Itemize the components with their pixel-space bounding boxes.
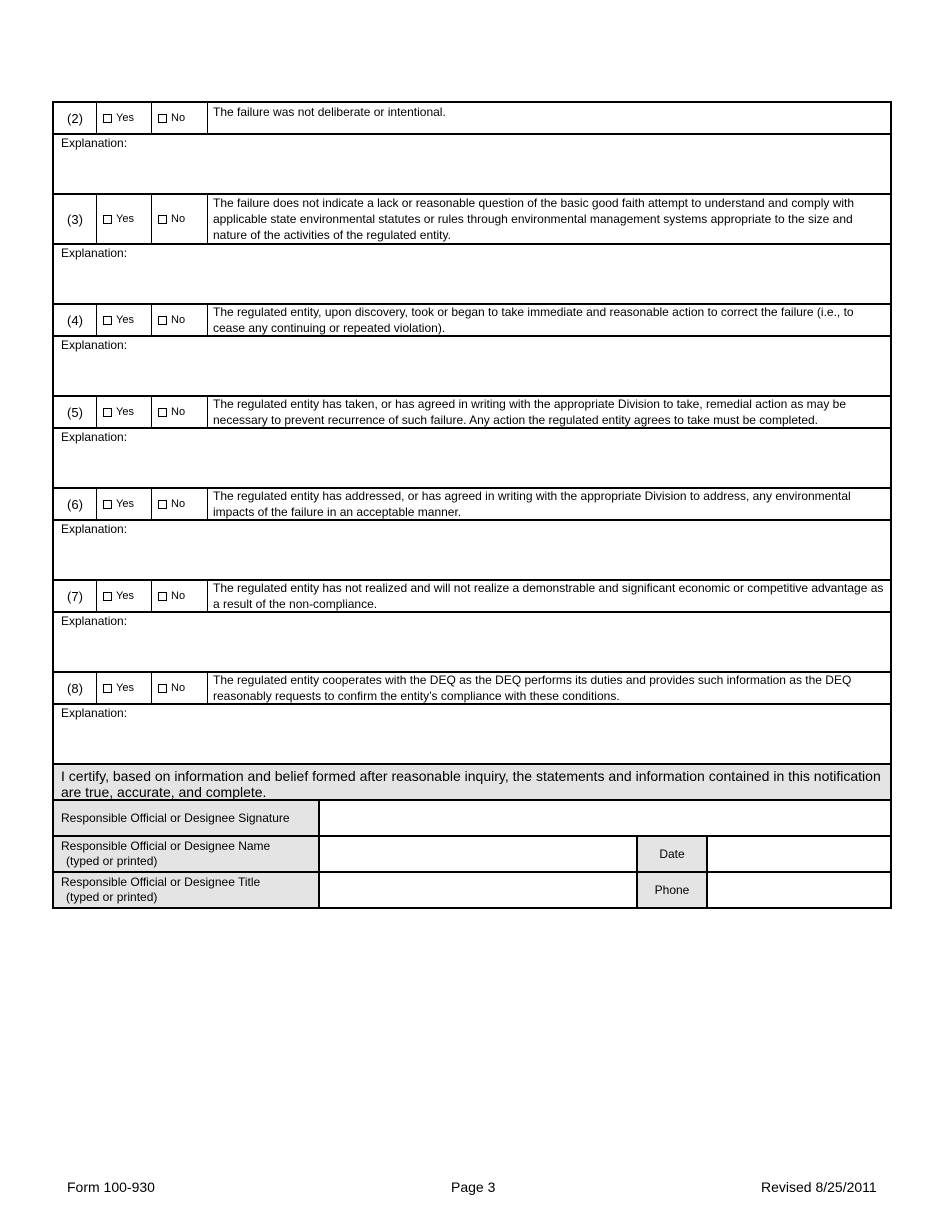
explanation-field[interactable] (52, 245, 892, 303)
question-statement: The regulated entity cooperates with the DEQ as the DEQ performs its duties and provides such information as the DEQ reasonably requests to confirm the entity’s compliance with these conditions. (213, 673, 852, 703)
title-sub-label: (typed or printed) (66, 890, 158, 904)
question-statement: The regulated entity has addressed, or has agreed in writing with the appropriate Division to address, any environmental impacts of the failure in an acceptable manner. (213, 489, 851, 519)
question-statement: The regulated entity, upon discovery, took or began to take immediate and reasonable action to correct the failure (i.e., to cease any continuing or repeated violation). (213, 305, 854, 335)
checkbox-icon (103, 408, 112, 417)
yes-label: Yes (116, 314, 134, 326)
questions-table (52, 101, 892, 909)
yes-checkbox[interactable] (97, 673, 152, 703)
checkbox-icon (158, 500, 167, 509)
phone-label: Phone (638, 873, 708, 907)
no-checkbox[interactable] (152, 305, 208, 335)
form-number: Form 100-930 (67, 1179, 155, 1195)
yes-label: Yes (116, 112, 134, 124)
yes-label: Yes (116, 213, 134, 225)
question-number: (6) (54, 489, 97, 519)
title-field[interactable] (320, 873, 638, 907)
question-number: (3) (54, 195, 97, 243)
title-label-text: Responsible Official or Designee Title (61, 875, 261, 889)
checkbox-icon (103, 592, 112, 601)
name-sub-label: (typed or printed) (66, 854, 158, 868)
explanation-field[interactable] (52, 705, 892, 763)
page-number: Page 3 (451, 1179, 496, 1195)
yes-checkbox[interactable] (97, 397, 152, 427)
yes-checkbox[interactable] (97, 103, 152, 133)
question-row-7 (52, 579, 892, 613)
no-label: No (171, 682, 186, 694)
explanation-label: Explanation: (61, 430, 128, 444)
explanation-field[interactable] (52, 429, 892, 487)
yes-label: Yes (116, 498, 134, 510)
question-statement: The regulated entity has not realized and will not realize a demonstrable and significant economic or competitive advantage as a result of the non-compliance. (213, 581, 884, 611)
question-row-4 (52, 303, 892, 337)
yes-checkbox[interactable] (97, 305, 152, 335)
explanation-label: Explanation: (61, 614, 128, 628)
name-field[interactable] (320, 837, 638, 871)
no-checkbox[interactable] (152, 673, 208, 703)
question-number: (4) (54, 305, 97, 335)
checkbox-icon (158, 316, 167, 325)
checkbox-icon (103, 316, 112, 325)
title-label (54, 873, 320, 907)
explanation-label: Explanation: (61, 522, 128, 536)
name-label-text: Responsible Official or Designee Name (61, 839, 271, 853)
title-row (52, 873, 892, 909)
checkbox-icon (158, 592, 167, 601)
question-number: (5) (54, 397, 97, 427)
name-label (54, 837, 320, 871)
no-checkbox[interactable] (152, 397, 208, 427)
revised-date: Revised 8/25/2011 (761, 1179, 877, 1195)
no-checkbox[interactable] (152, 489, 208, 519)
no-label: No (171, 314, 186, 326)
checkbox-icon (103, 114, 112, 123)
question-number: (8) (54, 673, 97, 703)
explanation-label: Explanation: (61, 136, 128, 150)
yes-label: Yes (116, 590, 134, 602)
explanation-field[interactable] (52, 521, 892, 579)
question-row-6 (52, 487, 892, 521)
signature-label (54, 801, 320, 835)
no-checkbox[interactable] (152, 195, 208, 243)
no-checkbox[interactable] (152, 103, 208, 133)
checkbox-icon (103, 215, 112, 224)
checkbox-icon (103, 684, 112, 693)
checkbox-icon (103, 500, 112, 509)
question-row-8 (52, 671, 892, 705)
date-label: Date (638, 837, 708, 871)
checkbox-icon (158, 215, 167, 224)
no-label: No (171, 498, 186, 510)
explanation-field[interactable] (52, 337, 892, 395)
yes-label: Yes (116, 682, 134, 694)
name-row (52, 837, 892, 873)
phone-field[interactable] (708, 873, 890, 907)
signature-field[interactable] (320, 801, 890, 835)
signature-label-text: Responsible Official or Designee Signature (61, 810, 290, 825)
question-row-5 (52, 395, 892, 429)
question-row-2 (52, 101, 892, 135)
question-statement: The failure does not indicate a lack or reasonable question of the basic good faith attempt to understand and comply with applicable state environmental statutes or rules through environmental management systems appropriate to the size and nature of the activities of the regulated entity. (213, 196, 855, 242)
yes-checkbox[interactable] (97, 581, 152, 611)
explanation-label: Explanation: (61, 706, 128, 720)
checkbox-icon (158, 114, 167, 123)
question-statement: The regulated entity has taken, or has agreed in writing with the appropriate Division to take, remedial action as may be necessary to prevent recurrence of such failure. Any action the regulated entity agrees to take must be completed. (213, 397, 847, 427)
explanation-label: Explanation: (61, 246, 128, 260)
date-field[interactable] (708, 837, 890, 871)
no-label: No (171, 213, 186, 225)
no-label: No (171, 406, 186, 418)
explanation-field[interactable] (52, 613, 892, 671)
checkbox-icon (158, 684, 167, 693)
yes-label: Yes (116, 406, 134, 418)
no-label: No (171, 590, 186, 602)
yes-checkbox[interactable] (97, 195, 152, 243)
no-label: No (171, 112, 186, 124)
explanation-field[interactable] (52, 135, 892, 193)
question-number: (2) (54, 103, 97, 133)
signature-row (52, 801, 892, 837)
checkbox-icon (158, 408, 167, 417)
question-number: (7) (54, 581, 97, 611)
yes-checkbox[interactable] (97, 489, 152, 519)
certification-statement: I certify, based on information and belief formed after reasonable inquiry, the statements and information contained in this notification are true, accurate, and complete. (52, 763, 892, 801)
explanation-label: Explanation: (61, 338, 128, 352)
no-checkbox[interactable] (152, 581, 208, 611)
question-statement: The failure was not deliberate or intentional. (213, 105, 446, 119)
question-row-3 (52, 193, 892, 245)
